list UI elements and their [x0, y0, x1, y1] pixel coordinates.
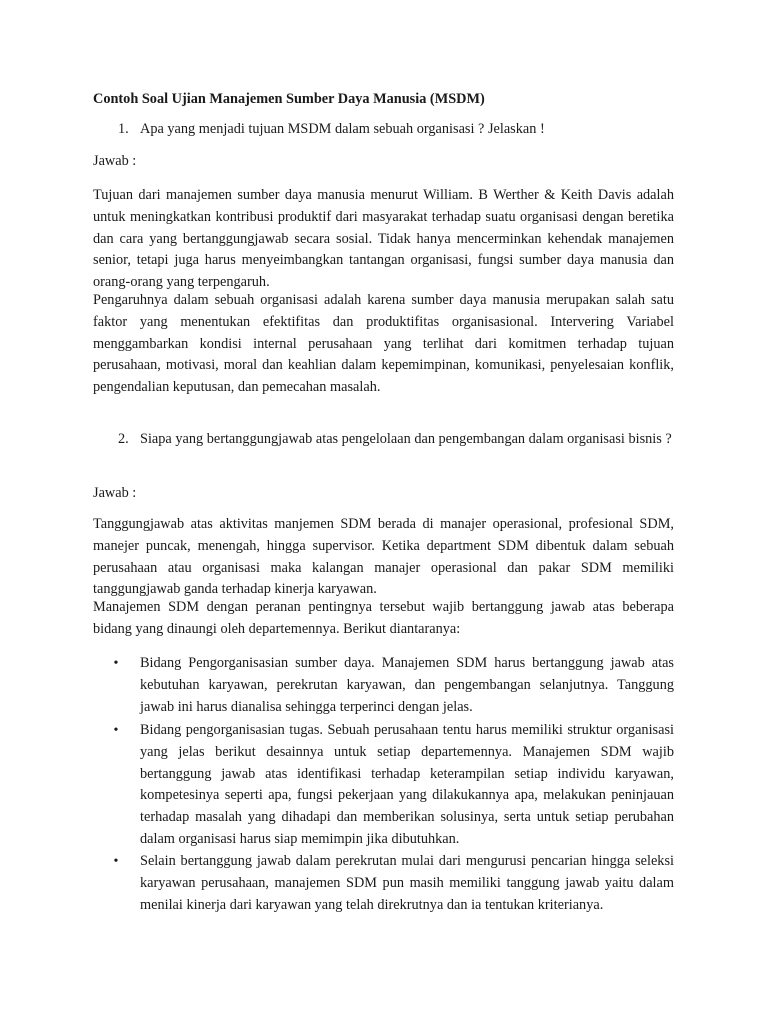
question-1-text: Apa yang menjadi tujuan MSDM dalam sebuah organisasi ? Jelaskan ! — [140, 121, 545, 137]
question-1-number: 1. — [118, 121, 129, 137]
bullet-icon: • — [113, 656, 119, 671]
bullet-icon: • — [113, 723, 119, 738]
bullet-item — [112, 720, 674, 851]
answer-label-1: Jawab : — [93, 153, 137, 169]
bullet-text: Bidang Pengorganisasian sumber daya. Manajemen SDM harus bertanggung jawab atas kebutuhan karyawan, perekrutan karyawan, dan pengembangan selanjutnya. Tanggung jawab ini harus dianalisa sehingga terperinci dengan jelas. — [140, 655, 674, 715]
bullet-text: Bidang pengorganisasian tugas. Sebuah perusahaan tentu harus memiliki struktur organisasi yang jelas berikut desainnya untuk setiap departemennya. Manajemen SDM wajib bertanggung jawab atas identifikasi terhadap keterampilan setiap individu karyawan, kompetesinya seperti apa, fungsi pekerjaan yang dilakukannya apa, melakukan peninjauan terhadap masalah yang dihadapi dan memberikan solusinya, serta untuk setiap perubahan dalam organisasi harus siap memimpin jika dibutuhkan. — [140, 722, 674, 847]
question-2 — [118, 429, 674, 451]
answer-label-2: Jawab : — [93, 485, 137, 501]
question-2-number: 2. — [118, 431, 129, 447]
question-1 — [118, 119, 674, 141]
bullet-item — [112, 851, 674, 916]
answer-1-paragraph-1: Tujuan dari manajemen sumber daya manusia menurut William. B Werther & Keith Davis adalah untuk meningkatkan kontribusi produktif dari masyarakat terhadap suatu organisasi dengan beretika dan cara yang bertanggungjawab secara sosial. Tidak hanya mencerminkan kehendak manajemen senior, tetapi juga harus menyeimbangkan tantangan organisasi, fungsi sumber daya manusia dan orang-orang yang terpengaruh. — [93, 187, 674, 291]
answer-1-paragraph-2: Pengaruhnya dalam sebuah organisasi adalah karena sumber daya manusia merupakan salah satu faktor yang menentukan efektifitas dan produktifitas organisasional. Intervering Variabel menggambarkan kondisi internal perusahaan yang terlihat dari komitmen terhadap tujuan perusahaan, motivasi, moral dan keahlian dalam kepemimpinan, komunikasi, penyelesaian konflik, pengendalian keputusan, dan pemecahan masalah. — [93, 292, 674, 396]
document-title: Contoh Soal Ujian Manajemen Sumber Daya Manusia (MSDM) — [93, 91, 485, 107]
bullet-icon: • — [113, 854, 119, 869]
answer-2-paragraph-2: Manajemen SDM dengan peranan pentingnya tersebut wajib bertanggung jawab atas beberapa bidang yang dinaungi oleh departemennya. Berikut diantaranya: — [93, 599, 674, 637]
bullet-text: Selain bertanggung jawab dalam perekrutan mulai dari mengurusi pencarian hingga seleksi karyawan perusahaan, manajemen SDM pun masih memiliki tanggung jawab yaitu dalam menilai kinerja dari karyawan yang telah direkrutnya dan ia tentukan kriterianya. — [140, 853, 674, 913]
answer-2-paragraph-1: Tanggungjawab atas aktivitas manjemen SDM berada di manajer operasional, profesional SDM, manejer puncak, menengah, hingga supervisor. Ketika department SDM dibentuk dalam sebuah perusahaan atau organisasi maka kalangan manajer operasional dan pakar SDM memiliki tanggungjawab ganda terhadap kinerja karyawan. — [93, 516, 674, 598]
question-2-text: Siapa yang bertanggungjawab atas pengelolaan dan pengembangan dalam organisasi bisnis ? — [140, 431, 672, 447]
bullet-item — [112, 653, 674, 718]
